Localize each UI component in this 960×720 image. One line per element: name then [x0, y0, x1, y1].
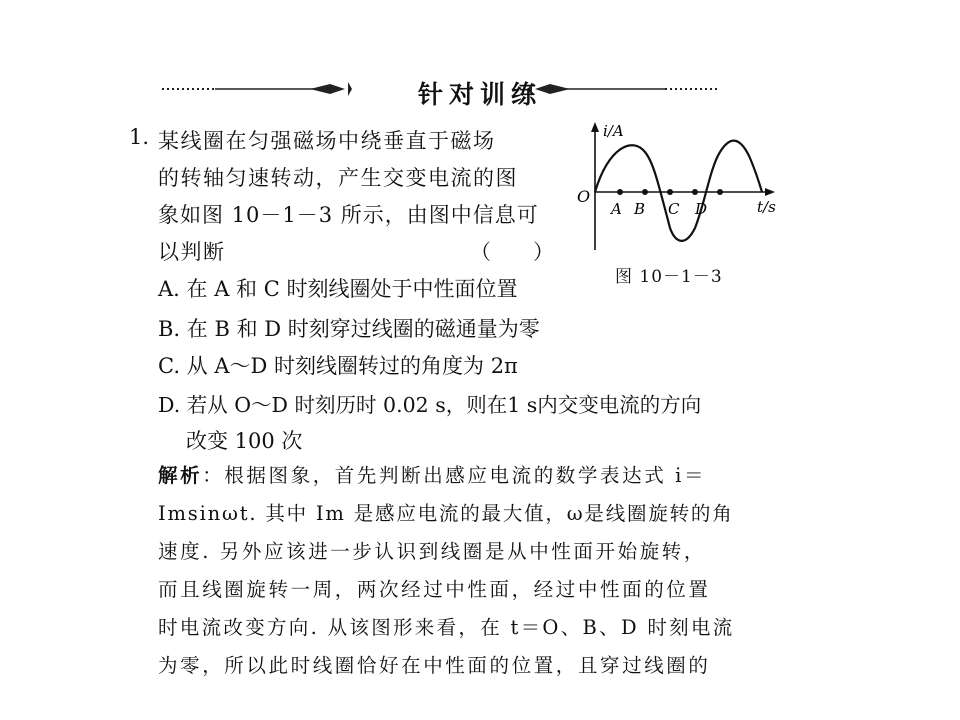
origin-label: O [577, 187, 591, 206]
question-stem-line-4: 以判断 [158, 240, 226, 264]
point-b-marker [642, 189, 648, 195]
y-axis-label: i/A [603, 122, 624, 140]
analysis-label: 解析 [158, 464, 203, 487]
point-d-label: D [695, 200, 708, 218]
analysis-text-1: ：根据图象，首先判断出感应电流的数学表达式 i＝ [202, 464, 707, 487]
x-axis-label: t/s [757, 198, 776, 216]
question-stem-line-2: 的转轴匀速转动，产生交变电流的图 [158, 166, 518, 190]
analysis-line-1 [158, 460, 706, 488]
option-b: B. 在 B 和 D 时刻穿过线圈的磁通量为零 [158, 317, 540, 341]
option-c: C. 从 A～D 时刻线圈转过的角度为 2π [158, 354, 518, 378]
figure-caption: 图 10－1－3 [615, 267, 723, 287]
analysis-line-5: 时电流改变方向. 从该图形来看，在 t＝O、B、D 时刻电流 [158, 616, 735, 639]
point-b-label: B [634, 200, 646, 218]
point-c-marker [667, 189, 673, 195]
question-stem-line-3: 象如图 10－1－3 所示，由图中信息可 [158, 203, 539, 227]
point-a-label: A [611, 200, 622, 218]
option-d: D. 若从 O～D 时刻历时 0.02 s，则在1 s内交变电流的方向 [158, 393, 702, 417]
current-time-graph [575, 118, 780, 258]
analysis-line-4: 而且线圈旋转一周，两次经过中性面，经过中性面的位置 [158, 578, 711, 601]
point-d-marker [692, 189, 698, 195]
analysis-line-6: 为零，所以此时线圈恰好在中性面的位置，且穿过线圈的 [158, 654, 711, 677]
point-a-marker [617, 189, 623, 195]
analysis-line-3: 速度. 另外应该进一步认识到线圈是从中性面开始旋转， [158, 540, 706, 563]
option-d-continued: 改变 100 次 [186, 429, 303, 453]
option-a: A. 在 A 和 C 时刻线圈处于中性面位置 [158, 277, 518, 301]
point-e-marker [717, 189, 723, 195]
point-c-label: C [668, 200, 680, 218]
section-title: 针对训练 [417, 80, 542, 109]
question-stem-line-1: 某线圈在匀强磁场中绕垂直于磁场 [158, 129, 496, 153]
question-number: 1. [129, 125, 150, 149]
answer-bracket: （ ） [470, 240, 554, 264]
analysis-line-2: Imsinωt. 其中 Im 是感应电流的最大值，ω是线圈旋转的角 [158, 502, 734, 525]
